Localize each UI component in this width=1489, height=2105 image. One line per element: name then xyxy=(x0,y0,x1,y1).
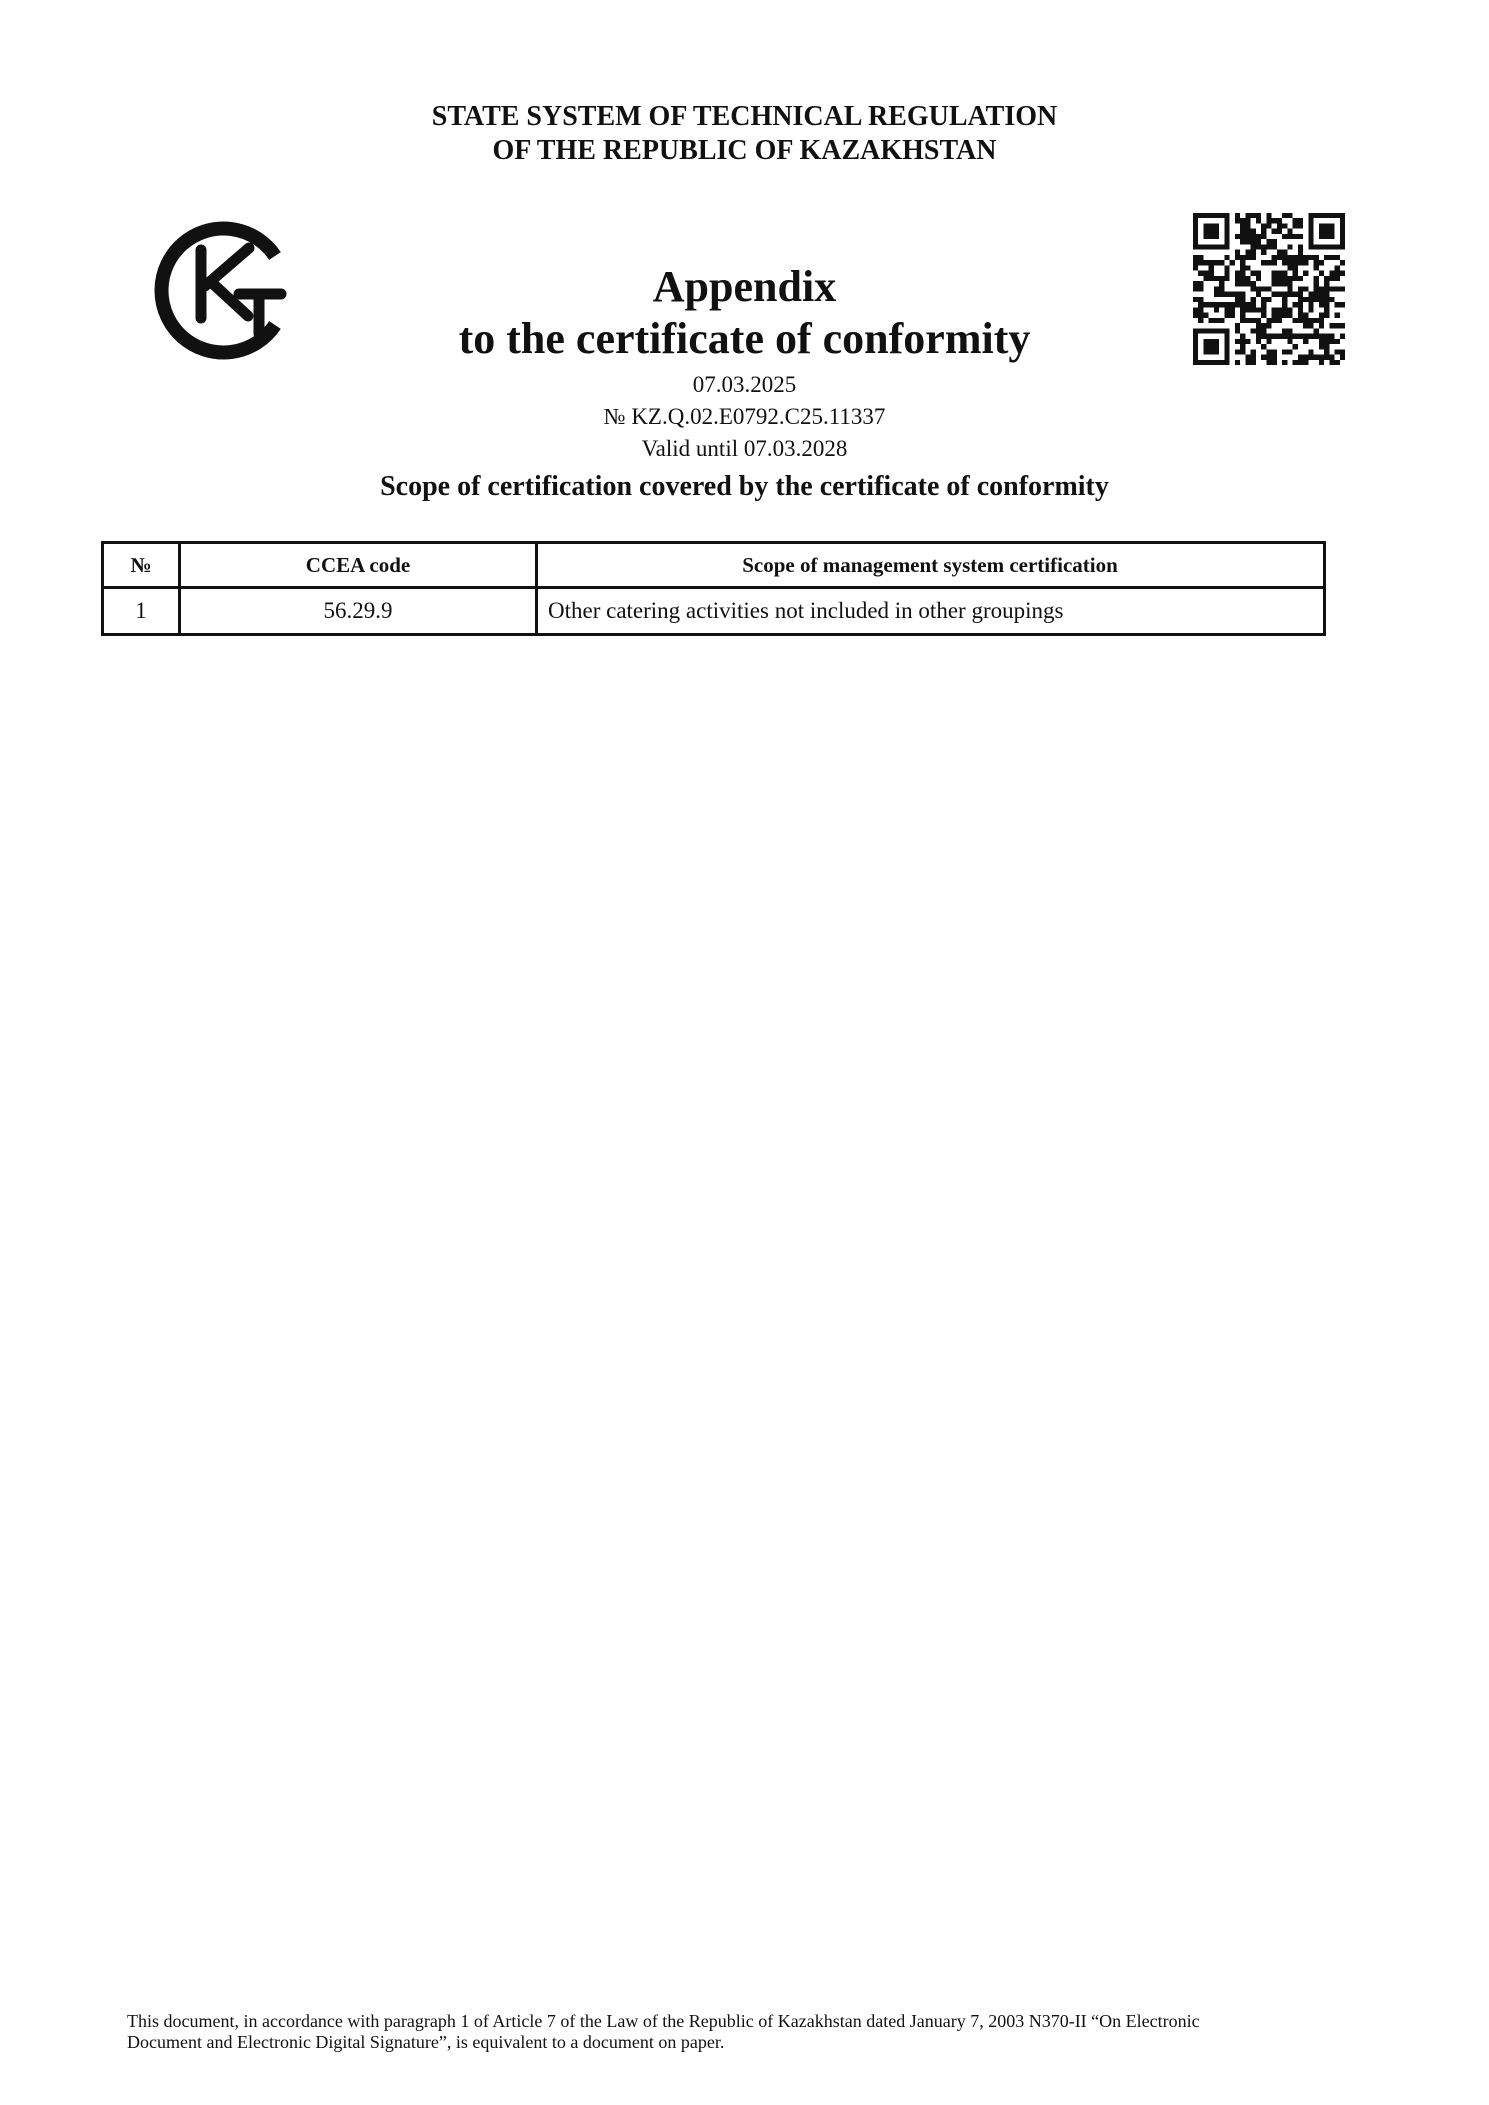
issue-date: 07.03.2025 xyxy=(692,372,797,397)
footer-line-2: Document and Electronic Digital Signature”, is equivalent to a document on paper. xyxy=(127,2032,725,2052)
document-header xyxy=(0,100,1489,168)
appendix-title: Appendix xyxy=(652,262,837,311)
certificate-number: № KZ.Q.02.E0792.C25.11337 xyxy=(603,404,886,429)
header-scope: Scope of management system certification xyxy=(537,543,1325,588)
row-ccea-code: 56.29.9 xyxy=(180,588,537,635)
header-line-2: OF THE REPUBLIC OF KAZAKHSTAN xyxy=(492,135,997,166)
row-number: 1 xyxy=(103,588,180,635)
row-scope: Other catering activities not included in other groupings xyxy=(537,588,1325,635)
footer-line-1: This document, in accordance with paragraph 1 of Article 7 of the Law of the Republic of Kazakhstan dated January 7, 2003 N370-II “On Electronic xyxy=(127,2011,1200,2031)
scope-table xyxy=(101,541,1326,636)
header-line-1: STATE SYSTEM OF TECHNICAL REGULATION xyxy=(431,101,1058,132)
header-ccea-code: CCEA code xyxy=(180,543,537,588)
table-header-row xyxy=(103,543,1325,588)
header-number: № xyxy=(103,543,180,588)
legal-footer xyxy=(127,2011,1357,2053)
valid-until: Valid until 07.03.2028 xyxy=(641,436,848,461)
table-row xyxy=(103,588,1325,635)
scope-heading: Scope of certification covered by the certificate of conformity xyxy=(380,471,1109,502)
appendix-subtitle: to the certificate of conformity xyxy=(458,314,1031,363)
